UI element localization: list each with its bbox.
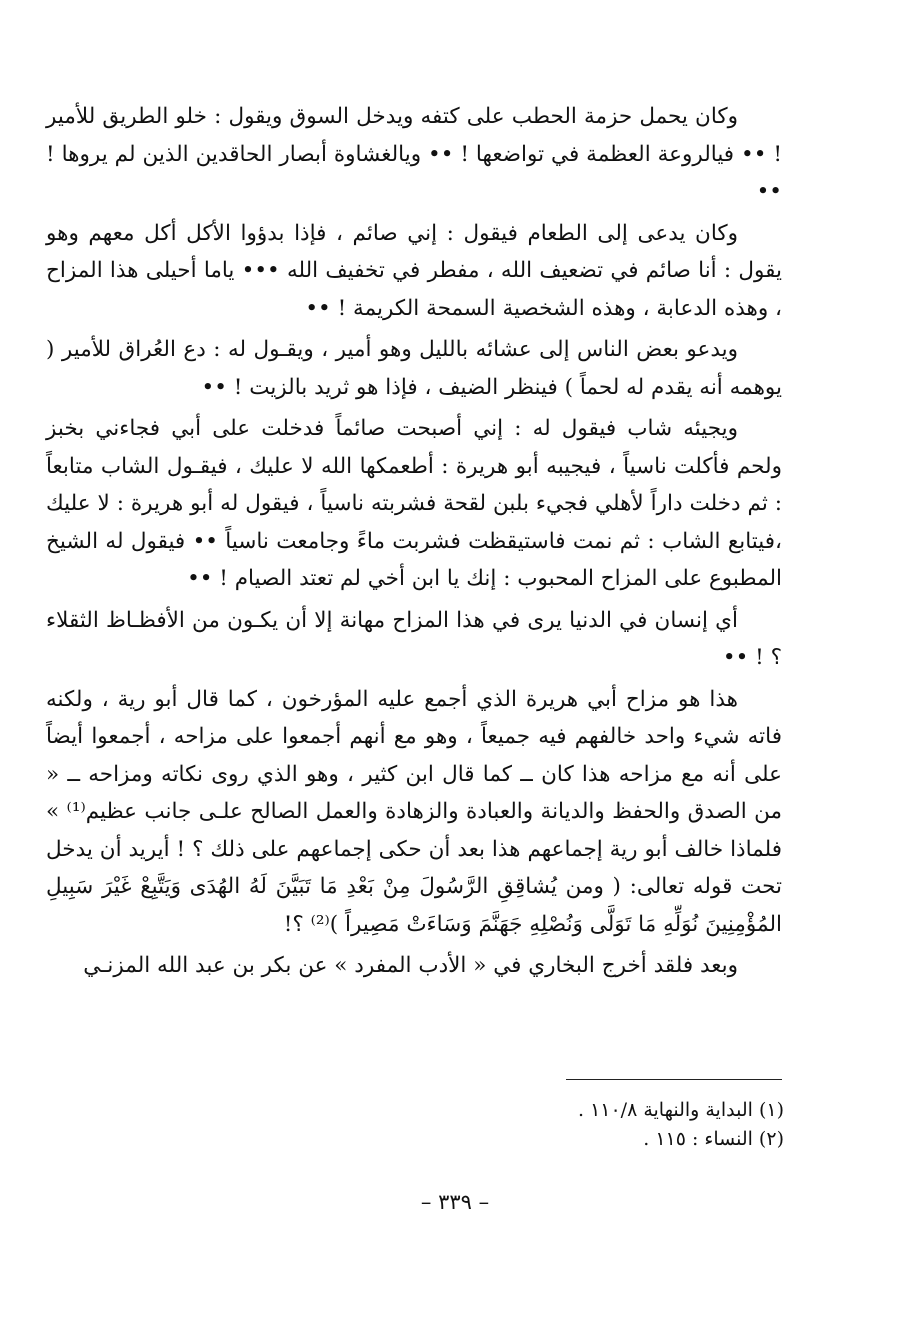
main-text — [46, 98, 782, 989]
footnote-1: (١) البداية والنهاية ١١٠/٨ . — [577, 1099, 784, 1121]
paragraph-6: هذا هو مزاح أبي هريرة الذي أجمع عليه المؤرخون ، كما قال أبو رية ، ولكنه فاته شيء واحد خالفهم فيه جميعاً ، وهو مع أنهم أجمعوا على مزاحه ، أجمعوا أيضاً على أنه مع مزاحه هذا كان ــ كما قال ابن كثير ، وهو الذي روى نكاته ومزاحه ــ « من الصدق والحفظ والديانة والعبادة والزهادة والعمل الصالح علـى جانب عظيم⁽¹⁾ » فلماذا خالف أبو رية إجماعهم هذا بعد أن حكى إجماعهم على ذلك ؟ ! أيريد أن يدخل تحت قوله تعالى: ( ومن يُشاقِقِ الرَّسُولَ مِنْ بَعْدِ مَا تَبَيَّنَ لَهُ الهُدَى وَيَتَّبِعْ غَيْرَ سَبِيلِ المُؤْمِنِينَ نُوَلِّهِ مَا تَوَلَّى وَنُصْلِهِ جَهَنَّمَ وَسَاءَتْ مَصِيراً )⁽²⁾ ؟! — [46, 686, 782, 937]
paragraph-5: أي إنسان في الدنيا يرى في هذا المزاح مهانة إلا أن يكـون من الأفظـاظ الثقلاء ؟ ! •• — [46, 607, 782, 670]
footnote-2: (٢) النساء : ١١٥ . — [643, 1128, 784, 1150]
footnotes — [284, 1096, 784, 1154]
paragraph-3: ويدعو بعض الناس إلى عشائه بالليل وهو أمير ، ويقـول له : دع العُراق للأمير ( يوهمه أنه يقدم له لحماً ) فينظر الضيف ، فإذا هو ثريد بالزيت ! •• — [46, 337, 782, 400]
paragraph-7: وبعد فلقد أخرج البخاري في « الأدب المفرد » عن بكر بن عبد الله المزنـي — [83, 953, 738, 978]
paragraph-2: وكان يدعى إلى الطعام فيقول : إني صائم ، فإذا بدؤوا الأكل أكل معهم وهو يقول : أنا صائم في تضعيف الله ، مفطر في تخفيف الله ••• ياما أحيلى هذا المزاح ، وهذه الدعابة ، وهذه الشخصية السمحة الكريمة ! •• — [46, 220, 782, 321]
footnote-divider — [566, 1079, 782, 1080]
paragraph-4: ويجيئه شاب فيقول له : إني أصبحت صائماً فدخلت على أبي فجاءني بخبز ولحم فأكلت ناسياً ، فيجيبه أبو هريرة : أطعمكها الله لا عليك ، فيقـول الشاب متابعاً : ثم دخلت داراً لأهلي فجيء بلبن لقحة فشربته ناسياً ، فيقول له أبو هريرة : لا عليك ،فيتابع الشاب : ثم نمت فاستيقظت فشربت ماءً وجامعت ناسياً •• فيقول له الشيخ المطبوع على المزاح المحبوب : إنك يا ابن أخي لم تعتد الصيام ! •• — [46, 416, 782, 591]
page-number: – ٣٣٩ – — [420, 1190, 490, 1214]
paragraph-1: وكان يحمل حزمة الحطب على كتفه ويدخل السوق ويقول : خلو الطريق للأمير ! •• فيالروعة العظمة في تواضعها ! •• ويالغشاوة أبصار الحاقدين الذين لم يروها ! •• — [46, 104, 782, 204]
